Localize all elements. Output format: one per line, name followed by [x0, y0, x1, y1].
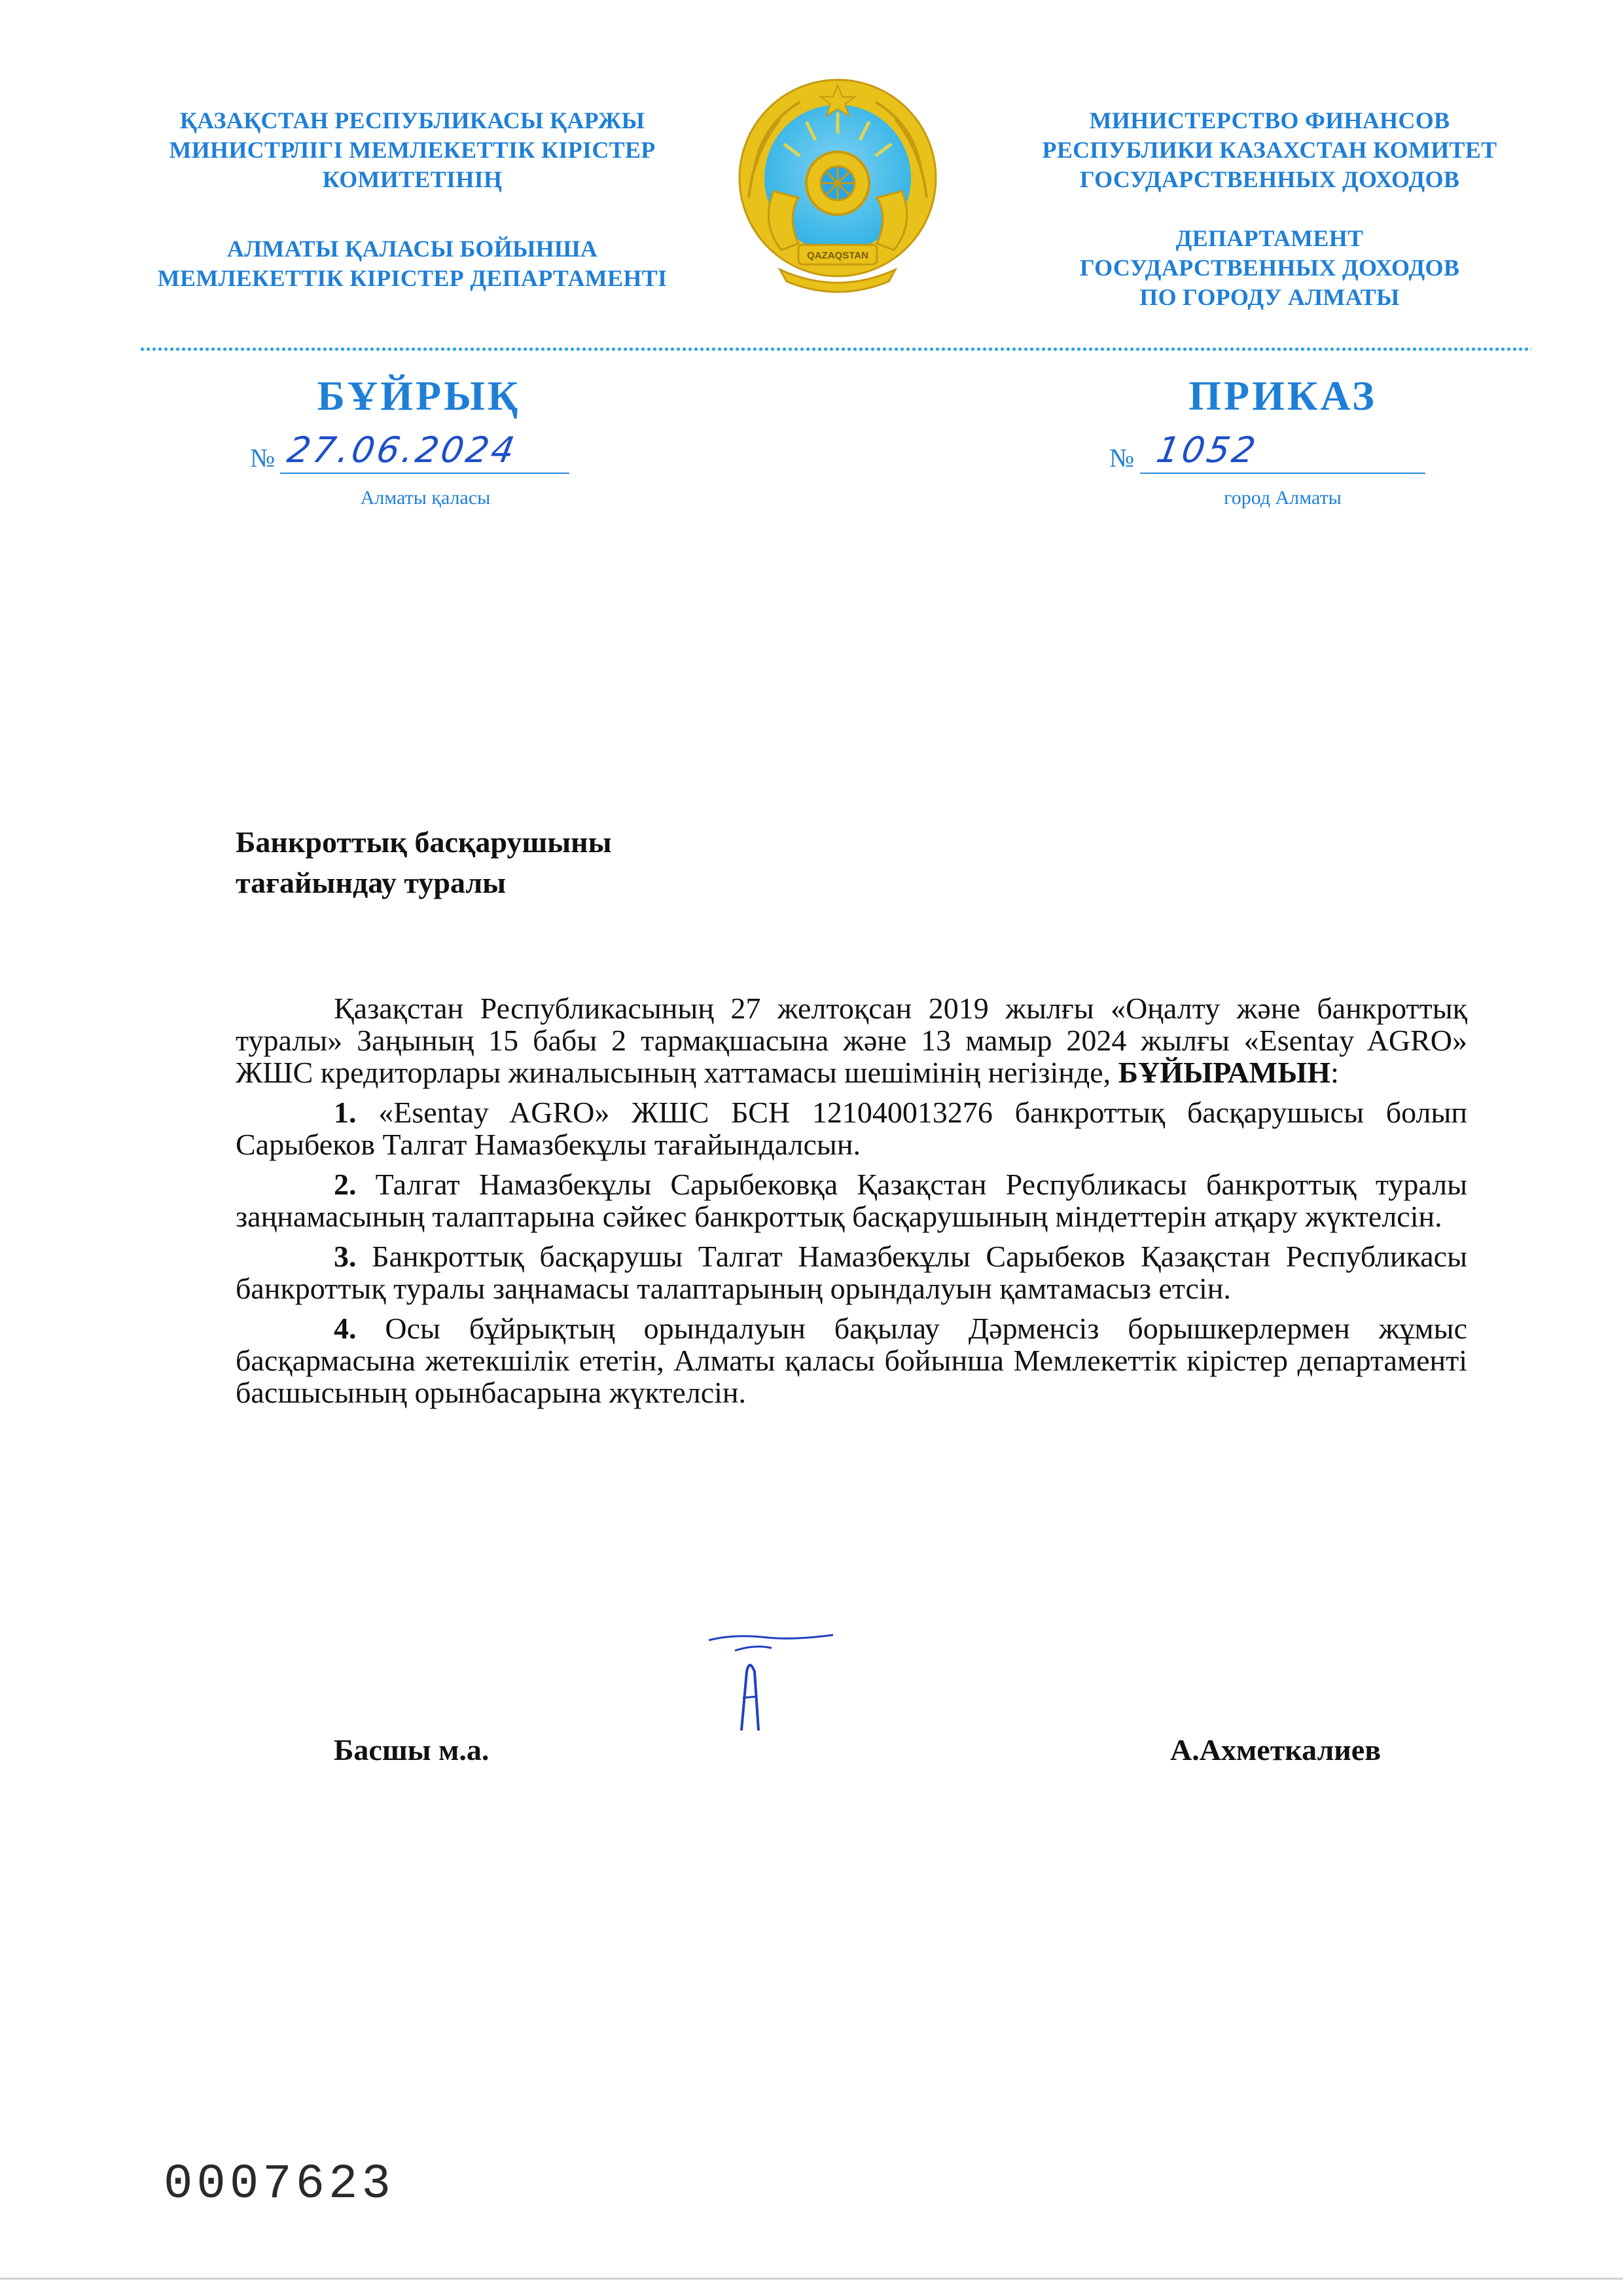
subject-line: Банкроттық басқарушыны — [236, 825, 612, 859]
order-item — [236, 1240, 1467, 1304]
header-kz-organization — [98, 106, 726, 194]
handwritten-order-number: 1052 — [1153, 429, 1261, 471]
header-ru-dept-line: ДЕПАРТАМЕНТ — [1175, 225, 1364, 251]
header-ru-organization — [969, 106, 1571, 194]
item-number: 4. — [334, 1312, 357, 1345]
header-kz-dept-line: МЕМЛЕКЕТТІК КІРІСТЕР ДЕПАРТАМЕНТІ — [157, 265, 668, 291]
signatory-name: А.Ахметкалиев — [1170, 1733, 1382, 1767]
item-number: 2. — [334, 1168, 357, 1201]
header-divider — [139, 348, 1531, 351]
command-word: БҰЙЫРАМЫН — [1118, 1056, 1331, 1089]
serial-number: 0007623 — [164, 2157, 395, 2212]
header-ru-dept-line: ПО ГОРОДУ АЛМАТЫ — [1139, 284, 1400, 310]
order-body — [236, 992, 1467, 1416]
handwritten-date: 27.06.2024 — [284, 429, 520, 471]
item-number: 1. — [334, 1096, 357, 1129]
order-title-kz: БҰЙРЫҚ — [317, 372, 521, 419]
city-ru: город Алматы — [1224, 487, 1342, 509]
order-item — [236, 1168, 1467, 1232]
command-colon: : — [1330, 1056, 1339, 1089]
state-emblem-icon — [734, 73, 941, 296]
number-underline — [1140, 473, 1425, 474]
order-title-ru: ПРИКАЗ — [1188, 372, 1377, 419]
header-kz-org-line: ҚАЗАҚСТАН РЕСПУБЛИКАСЫ ҚАРЖЫ — [179, 107, 645, 134]
preamble-paragraph — [236, 992, 1467, 1088]
header-ru-department — [969, 224, 1571, 312]
order-item — [236, 1312, 1467, 1408]
number-symbol-kz: № — [250, 443, 276, 473]
header-ru-org-line: МИНИСТЕРСТВО ФИНАНСОВ — [1089, 107, 1450, 134]
preamble-text: Қазақстан Республикасының 27 желтоқсан 2019 жылғы «Оңалту және банкроттық туралы» Заңының 15 бабы 2 тармақшасына және 13 мамыр 2024 жылғы «Esentay AGRO» ЖШС кредиторлары жиналысының хаттамасы шешімінің негізінде, — [236, 992, 1467, 1089]
emblem-banner-text: QAZAQSTAN — [807, 250, 868, 261]
date-underline — [280, 473, 569, 474]
item-text: Осы бұйрықтың орындалуын бақылау Дәрменсіз борышкерлермен жұмыс басқармасына жетекшілік ететін, Алматы қаласы бойынша Мемлекеттік кірістер департаменті басшысының орынбасарына жүктелсін. — [236, 1312, 1467, 1409]
header-kz-org-line: МИНИСТРЛІГІ МЕМЛЕКЕТТІК КІРІСТЕР — [169, 137, 656, 163]
handwritten-initial-mark — [709, 1632, 840, 1737]
header-kz-dept-line: АЛМАТЫ ҚАЛАСЫ БОЙЫНША — [226, 236, 598, 262]
scan-edge-line — [0, 2278, 1623, 2280]
item-number: 3. — [334, 1240, 357, 1273]
city-kz: Алматы қаласы — [360, 487, 491, 509]
header-kz-org-line: КОМИТЕТІНІҢ — [322, 166, 503, 192]
number-symbol-ru: № — [1109, 443, 1135, 473]
item-text: Банкроттық басқарушы Талгат Намазбекұлы Сарыбеков Қазақстан Республикасы банкроттық туралы заңнамасы талаптарының орындалуын қамтамасыз етсін. — [236, 1240, 1467, 1305]
signatory-title: Басшы м.а. — [334, 1733, 490, 1767]
subject-line: тағайындау туралы — [236, 866, 507, 899]
header-ru-org-line: ГОСУДАРСТВЕННЫХ ДОХОДОВ — [1079, 166, 1460, 192]
order-subject — [236, 822, 612, 903]
header-kz-department — [98, 234, 726, 293]
item-text: «Esentay AGRO» ЖШС БСН 121040013276 банкроттық басқарушысы болып Сарыбеков Талгат Намазбекұлы тағайындалсын. — [236, 1096, 1467, 1161]
header-ru-org-line: РЕСПУБЛИКИ КАЗАХСТАН КОМИТЕТ — [1042, 137, 1497, 163]
header-ru-dept-line: ГОСУДАРСТВЕННЫХ ДОХОДОВ — [1079, 255, 1460, 281]
item-text: Талгат Намазбекұлы Сарыбековқа Қазақстан Республикасы банкроттық туралы заңнамасының талаптарына сәйкес банкроттық басқарушының міндеттерін атқару жүктелсін. — [236, 1168, 1467, 1233]
order-item — [236, 1096, 1467, 1160]
